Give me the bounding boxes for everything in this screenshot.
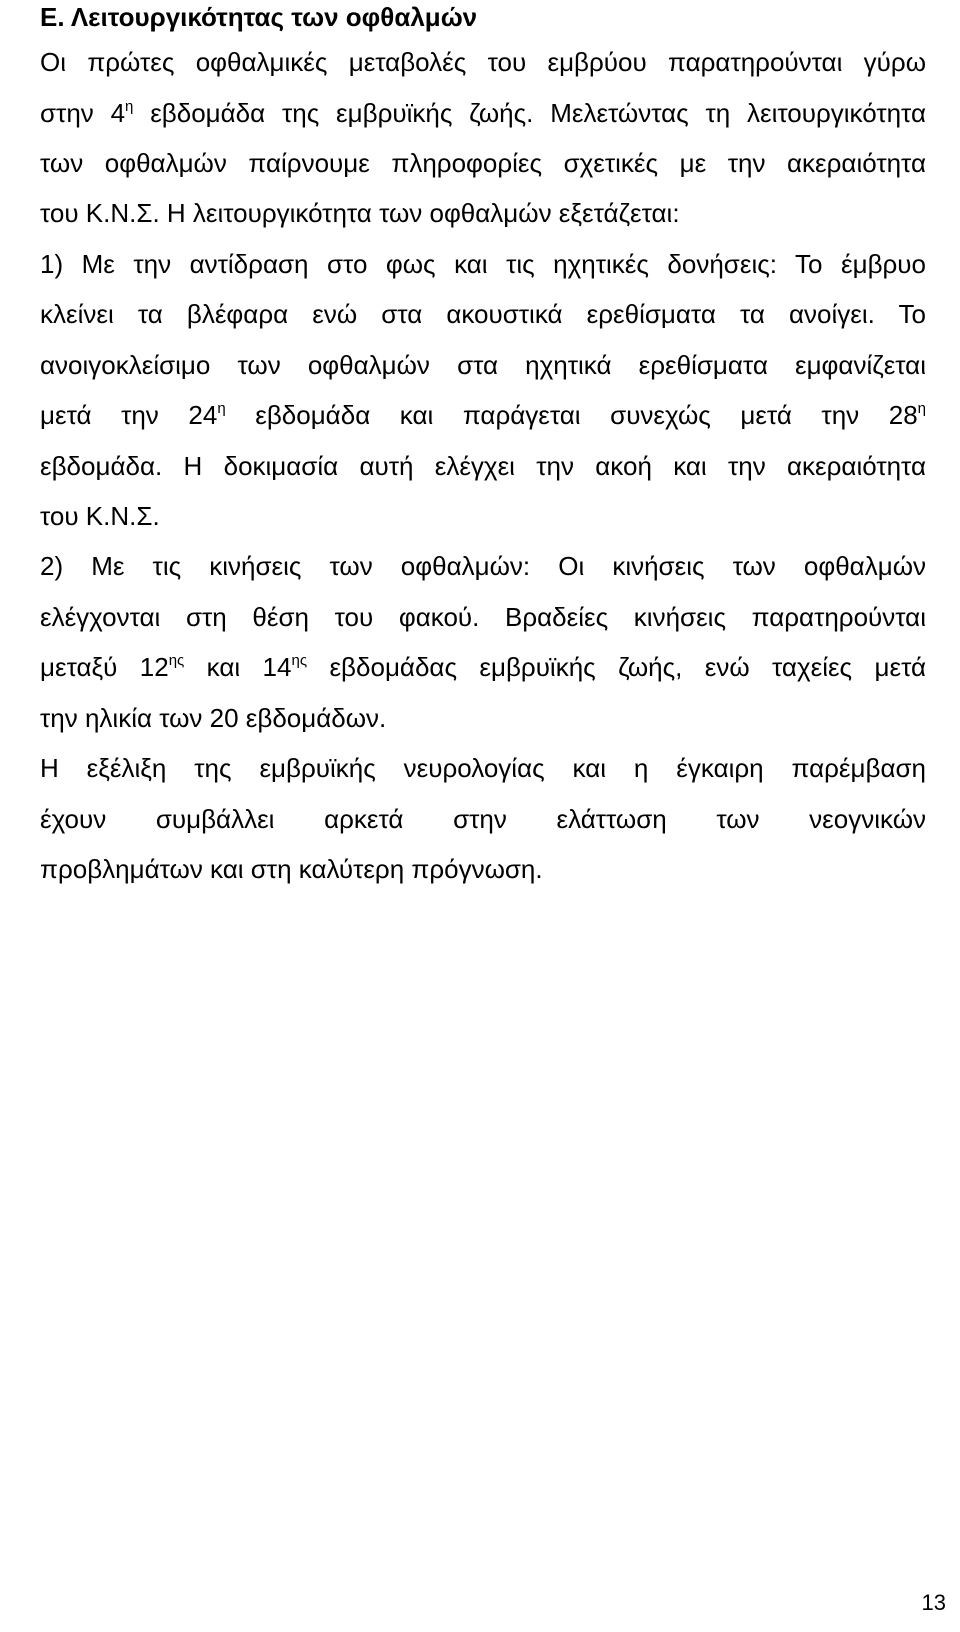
list-item-2-line: 2) Με τις κινήσεις των οφθαλμών: Οι κινήσεις των οφθαλμών: [40, 551, 926, 581]
superscript: η: [217, 400, 226, 417]
conclusion-line: έχουν συμβάλλει αρκετά στην ελάττωση των νεογνικών: [40, 804, 926, 834]
superscript: ης: [291, 652, 308, 669]
conclusion-line: προβλημάτων και στη καλύτερη πρόγνωση.: [40, 854, 543, 884]
paragraph-line: στην $4^\eta$ εβδομάδα της εμβρυϊκής ζωής. Μελετώντας τη λειτουργικότητα: [40, 98, 926, 128]
superscript: η: [125, 98, 134, 115]
page-number: 13: [921, 1590, 946, 1615]
paragraph-line: του Κ.Ν.Σ. Η λειτουργικότητα των οφθαλμών εξετάζεται:: [40, 198, 680, 228]
list-item-1-line: κλείνει τα βλέφαρα ενώ στα ακουστικά ερεθίσματα τα ανοίγει. Το: [40, 299, 926, 329]
superscript: η: [917, 400, 926, 417]
conclusion-line: Η εξέλιξη της εμβρυϊκής νευρολογίας και η έγκαιρη παρέμβαση: [40, 753, 926, 783]
list-item-2-line: την ηλικία των 20 εβδομάδων.: [40, 703, 387, 733]
paragraph-line: των οφθαλμών παίρνουμε πληροφορίες σχετικές με την ακεραιότητα: [40, 148, 926, 178]
list-item-1-line: ανοιγοκλείσιμο των οφθαλμών στα ηχητικά ερεθίσματα εμφανίζεται: [40, 350, 926, 380]
list-item-1-line: μετά την $24^\eta$ εβδομάδα και παράγεται συνεχώς μετά την $28^\eta$: [40, 400, 926, 430]
section-heading: Ε. Λειτουργικότητας των οφθαλμών: [40, 2, 478, 32]
list-item-1-line: εβδομάδα. Η δοκιμασία αυτή ελέγχει την ακοή και την ακεραιότητα: [40, 451, 926, 481]
list-item-2-line: ελέγχονται στη θέση του φακού. Βραδείες κινήσεις παρατηρούνται: [40, 602, 926, 632]
list-item-1-line: 1) Με την αντίδραση στο φως και τις ηχητικές δονήσεις: Το έμβρυο: [40, 249, 926, 279]
paragraph-line: Οι πρώτες οφθαλμικές μεταβολές του εμβρύου παρατηρούνται γύρω: [40, 47, 926, 77]
superscript: ης: [168, 652, 185, 669]
list-item-2-line: μεταξύ $12^{\eta\varsigma}$ και $14^{\eta\varsigma}$ εβδομάδας εμβρυϊκής ζωής, ενώ ταχείες μετά: [40, 652, 926, 682]
list-item-1-line: του Κ.Ν.Σ.: [40, 501, 160, 531]
